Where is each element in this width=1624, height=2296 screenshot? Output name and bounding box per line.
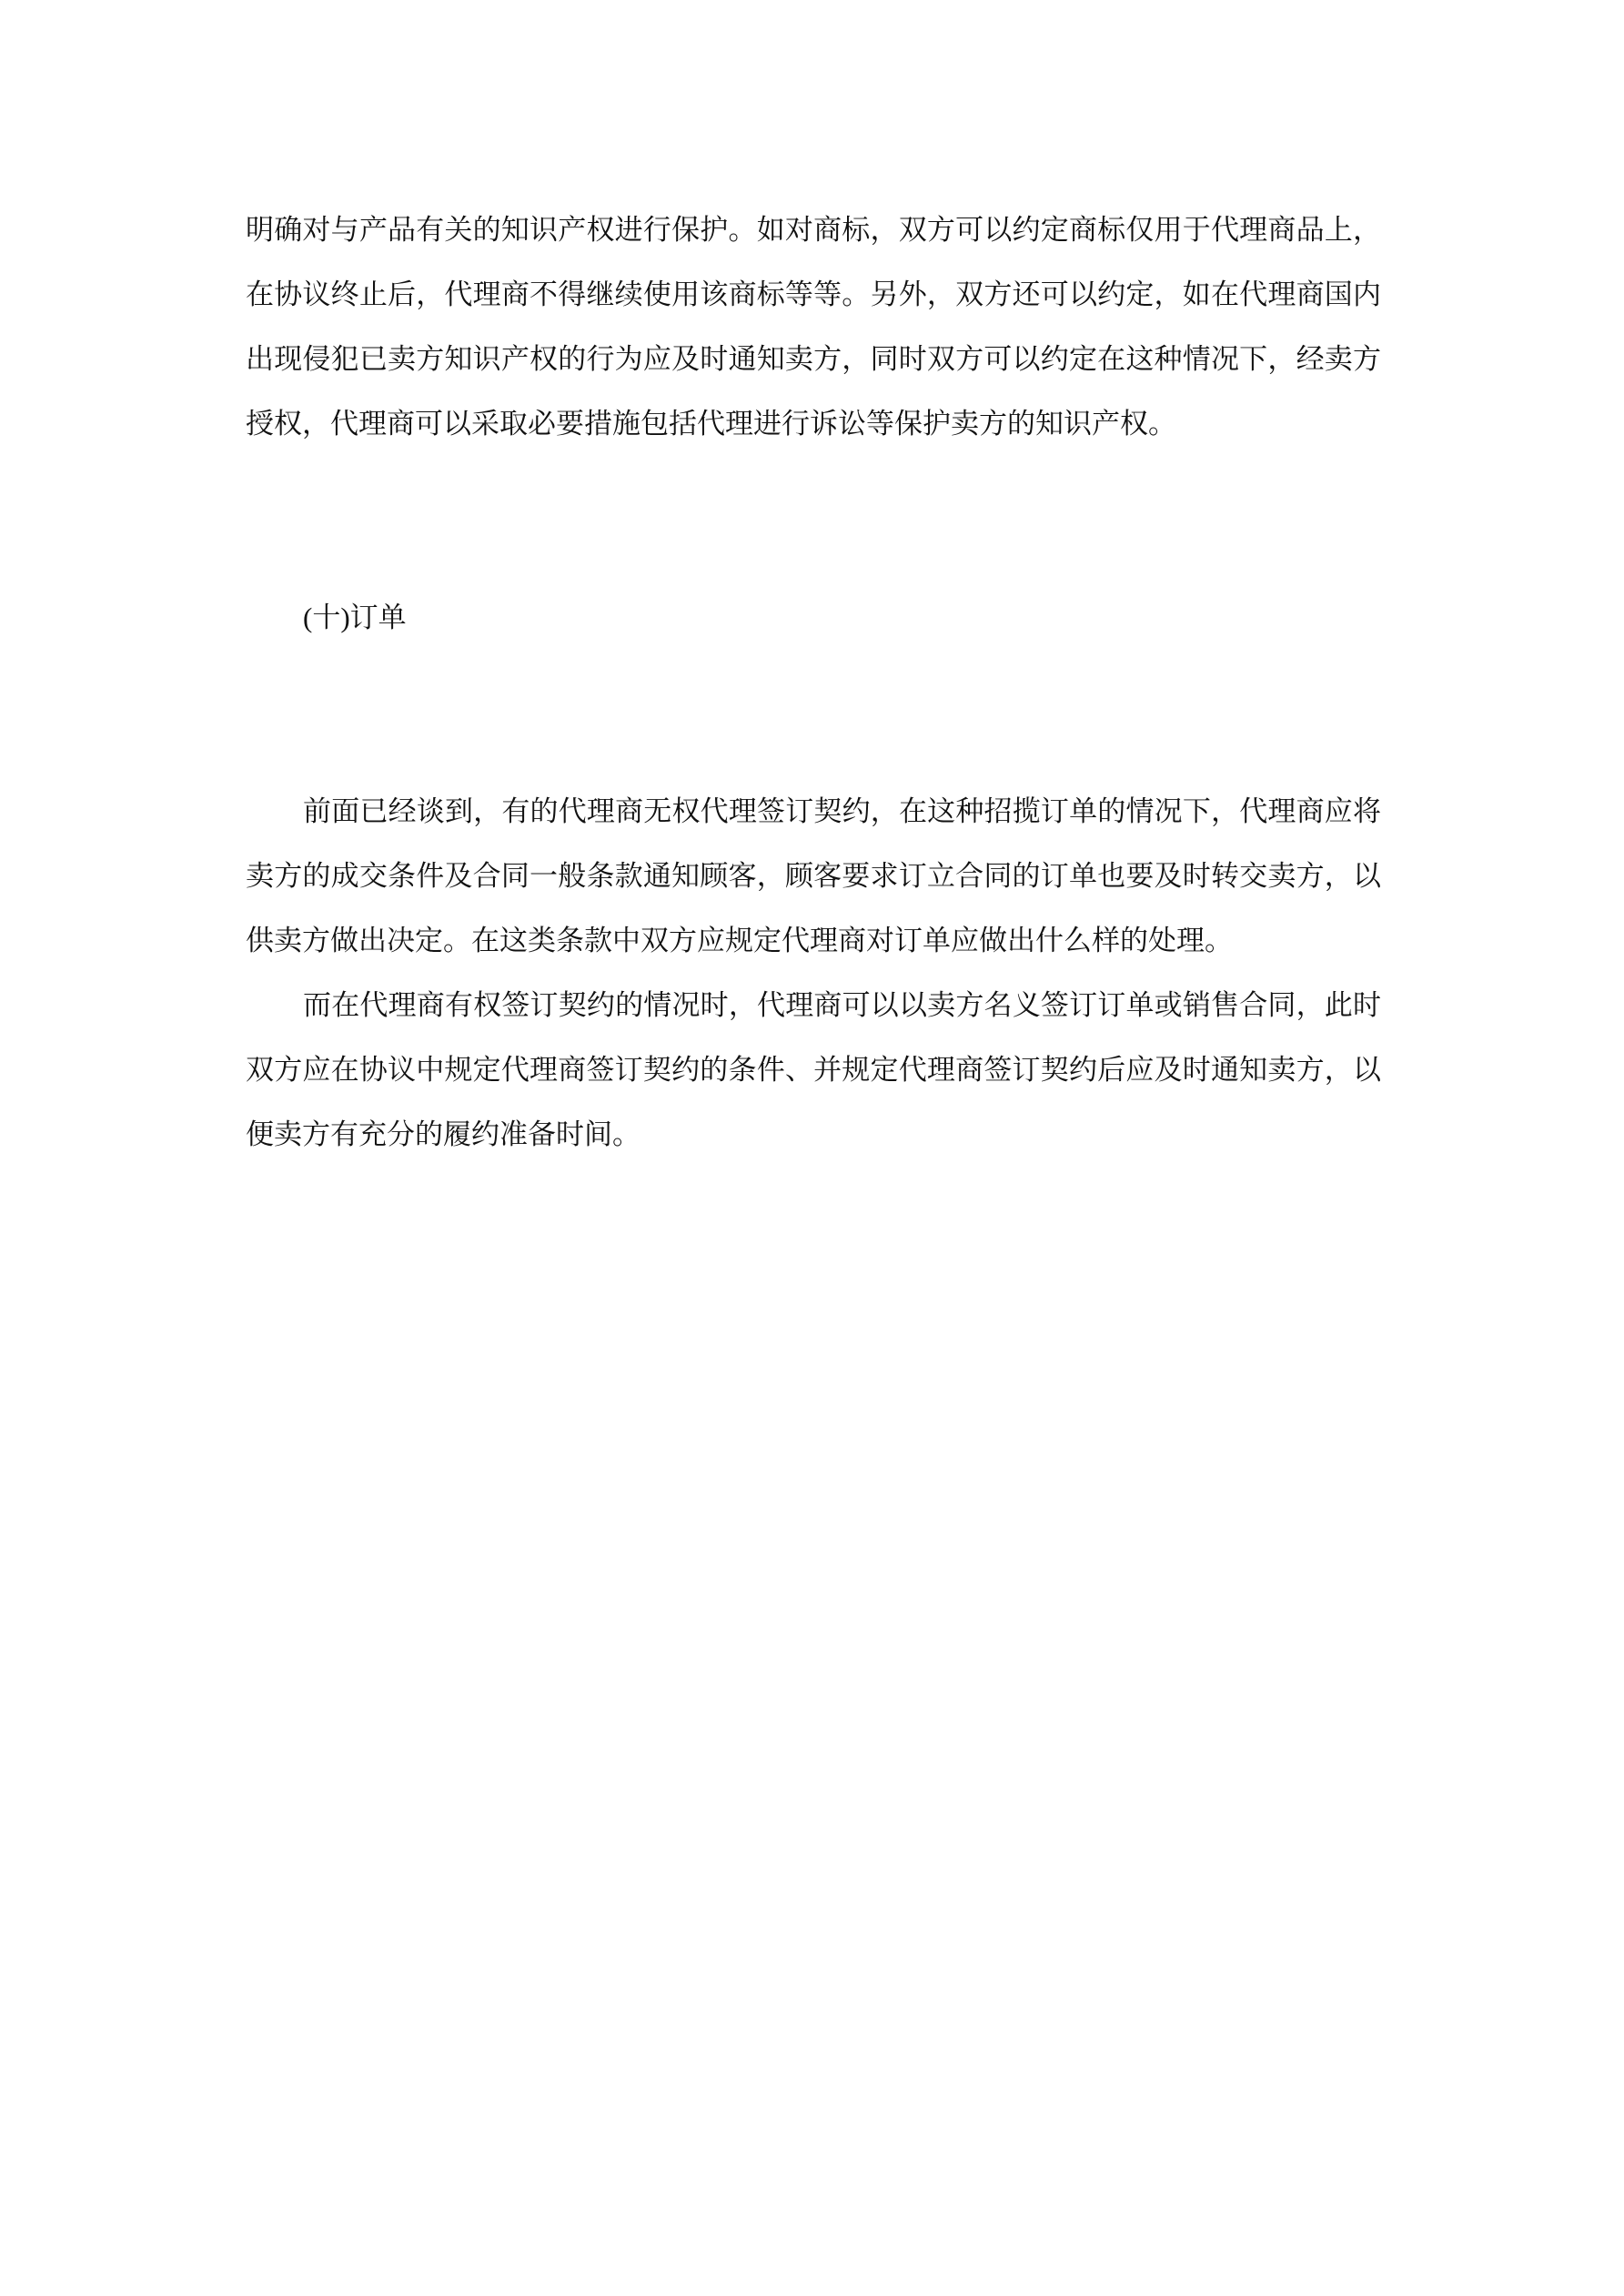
text-line: 出现侵犯已卖方知识产权的行为应及时通知卖方，同时双方可以约定在这种情况下，经卖方 [246,343,1381,375]
text-line: 便卖方有充分的履约准备时间。 [246,1118,641,1150]
text-line: 授权，代理商可以采取必要措施包括代理进行诉讼等保护卖方的知识产权。 [246,408,1176,440]
paragraph [246,197,1381,456]
text-line: 前面已经谈到，有的代理商无权代理签订契约，在这种招揽订单的情况下，代理商应将 [303,795,1381,827]
text-line: 而在代理商有权签订契约的情况时，代理商可以以卖方名义签订订单或销售合同，此时 [303,989,1381,1021]
paragraph [246,973,1381,1167]
section-heading: (十)订单 [303,602,407,633]
text-line: 卖方的成交条件及合同一般条款通知顾客，顾客要求订立合同的订单也要及时转交卖方，以 [246,860,1381,892]
paragraph [246,779,1381,973]
text-line: 供卖方做出决定。在这类条款中双方应规定代理商对订单应做出什么样的处理。 [246,925,1233,956]
text-line: 双方应在协议中规定代理商签订契约的条件、并规定代理商签订契约后应及时通知卖方，以 [246,1054,1381,1086]
document-body [246,197,1381,1167]
text-line: 明确对与产品有关的知识产权进行保护。如对商标，双方可以约定商标仅用于代理商品上， [246,214,1381,246]
text-line: 在协议终止后，代理商不得继续使用该商标等等。另外，双方还可以约定，如在代理商国内 [246,278,1381,310]
